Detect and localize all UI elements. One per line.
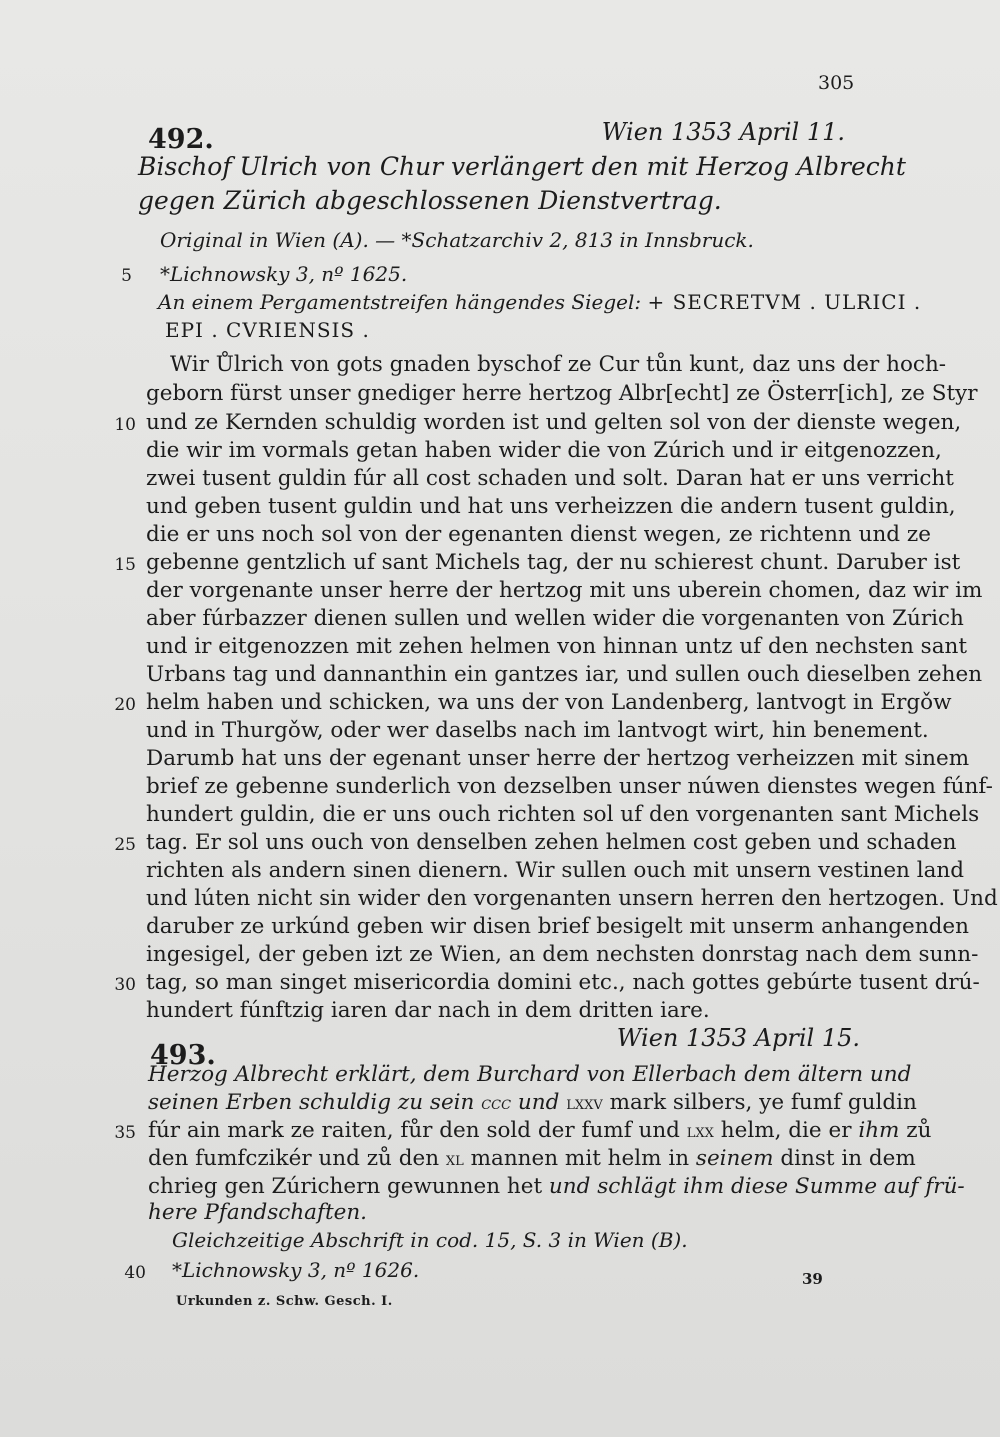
doc-492-source-lichnowsky: *Lichnowsky 3, nº 1625. [160, 262, 408, 286]
summary-fragment: seinen Erben schuldig zu sein [148, 1090, 482, 1115]
roman-numeral: lxxv [566, 1093, 603, 1114]
body-line: tag, so man singet misericordia domini etc., nach gottes gebúrte tusent drú- [146, 970, 980, 995]
doc-493-number: 493. [150, 1040, 216, 1071]
body-line: und lúten nicht sin wider den vorgenanten unsern herren den hertzogen. Und [146, 886, 998, 911]
seal-legend-continued: EPI . CVRIENSIS . [165, 318, 370, 342]
doc-493-summary-line: Herzog Albrecht erklärt, dem Burchard von Ellerbach dem ältern und [148, 1062, 912, 1087]
body-line: gebenne gentzlich uf sant Michels tag, der nu schierest chunt. Daruber ist [146, 550, 961, 575]
body-line: tag. Er sol uns ouch von denselben zehen helmen cost geben und schaden [146, 830, 957, 855]
line-number: 5 [121, 266, 132, 286]
text-fragment: dinst in dem [773, 1146, 916, 1171]
text-fragment: chrieg gen Zúrichern gewunnen het [148, 1174, 549, 1199]
roman-numeral: lxx [686, 1121, 714, 1142]
text-fragment: zů [899, 1118, 932, 1143]
doc-493-text-line [148, 1146, 916, 1171]
body-line: hundert guldin, die er uns ouch richten sol uf den vorgenanten sant Michels [146, 802, 980, 827]
body-line: richten als andern sinen dienern. Wir sullen ouch mit unsern vestinen land [146, 858, 965, 883]
body-line: und in Thurgǒw, oder wer daselbs nach im lantvogt wirt, hin benement. [146, 718, 929, 743]
doc-492-summary-line: Bischof Ulrich von Chur verlängert den mit Herzog Albrecht [138, 152, 906, 181]
body-line: brief ze gebenne sunderlich von dezselben unser núwen dienstes wegen fúnf- [146, 774, 993, 799]
doc-493-text-line [148, 1118, 931, 1143]
doc-492-number: 492. [148, 124, 214, 155]
doc-493-date: Wien 1353 April 15. [616, 1024, 860, 1052]
body-line: der vorgenante unser herre der hertzog mit uns uberein chomen, daz wir im [146, 578, 983, 603]
line-number: 10 [114, 415, 136, 435]
line-number: 35 [114, 1123, 136, 1143]
doc-493-text-line [148, 1174, 965, 1199]
body-line: zwei tusent guldin fúr all cost schaden und solt. Daran hat er uns verricht [146, 466, 954, 491]
seal-intro: An einem Pergamentstreifen hängendes Siegel: [158, 290, 648, 314]
doc-493-source-lichnowsky: *Lichnowsky 3, nº 1626. [172, 1258, 420, 1282]
doc-492-seal-legend-line2 [165, 318, 370, 342]
line-number: 25 [114, 835, 136, 855]
summary-fragment: und [511, 1090, 567, 1115]
line-number: 15 [114, 555, 136, 575]
body-line: und ze Kernden schuldig worden ist und gelten sol von der dienste wegen, [146, 410, 962, 435]
doc-493-summary-line: here Pfandschaften. [148, 1200, 367, 1225]
line-number: 40 [124, 1263, 146, 1283]
text-fragment: den fumfczikér und zů den [148, 1146, 446, 1171]
line-number: 30 [114, 975, 136, 995]
text-fragment: mark silbers, ye fumf guldin [602, 1090, 917, 1115]
body-line: daruber ze urkúnd geben wir disen brief besigelt mit unserm anhangenden [146, 914, 969, 939]
body-line: und ir eitgenozzen mit zehen helmen von hinnan untz uf den nechsten sant [146, 634, 967, 659]
body-line: aber fúrbazzer dienen sullen und wellen wider die vorgenanten von Zúrich [146, 606, 964, 631]
page-number: 305 [818, 72, 855, 94]
body-line: Wir Ůlrich von gots gnaden byschof ze Cur tůn kunt, daz uns der hoch- [170, 352, 947, 377]
body-line: geborn fürst unser gnediger herre hertzog Albr[echt] ze Österr[ich], ze Styr [146, 381, 978, 406]
doc-492-seal-description [158, 290, 921, 314]
body-line: Urbans tag und dannanthin ein gantzes iar, und sullen ouch dieselben zehen [146, 662, 983, 687]
body-line: die er uns noch sol von der egenanten dienst wegen, ze richtenn und ze [146, 522, 931, 547]
signature-number: 39 [802, 1270, 823, 1288]
body-line: die wir im vormals getan haben wider die von Zúrich und ir eitgenozzen, [146, 438, 942, 463]
body-line: hundert fúnftzig iaren dar nach in dem dritten iare. [146, 998, 710, 1023]
roman-numeral: xl [445, 1149, 464, 1170]
doc-493-source-copy: Gleichzeitige Abschrift in cod. 15, S. 3 in Wien (B). [172, 1228, 688, 1252]
line-number: 20 [114, 695, 136, 715]
doc-492-date: Wien 1353 April 11. [601, 118, 845, 146]
roman-numeral: ccc [481, 1093, 512, 1114]
seal-legend: + SECRETVM . ULRICI . [647, 290, 922, 314]
doc-492-source-original: Original in Wien (A). — *Schatzarchiv 2, 813 in Innsbruck. [160, 228, 754, 252]
text-fragment: mannen mit helm in [463, 1146, 696, 1171]
editorial-insertion: ihm [858, 1118, 900, 1143]
text-fragment: helm, die er [713, 1118, 859, 1143]
doc-493-summary-line [148, 1090, 917, 1115]
footer-title: Urkunden z. Schw. Gesch. I. [176, 1294, 393, 1309]
doc-492-summary-line: gegen Zürich abgeschlossenen Dienstvertrag. [138, 186, 722, 215]
body-line: Darumb hat uns der egenant unser herre der hertzog verheizzen mit sinem [146, 746, 970, 771]
body-line: ingesigel, der geben izt ze Wien, an dem nechsten donrstag nach dem sunn- [146, 942, 979, 967]
body-line: helm haben und schicken, wa uns der von Landenberg, lantvogt in Ergǒw [146, 690, 952, 715]
editorial-insertion: seinem [695, 1146, 774, 1171]
text-fragment: fúr ain mark ze raiten, fůr den sold der fumf und [148, 1118, 687, 1143]
body-line: und geben tusent guldin und hat uns verheizzen die andern tusent guldin, [146, 494, 956, 519]
summary-fragment: und schlägt ihm diese Summe auf frü- [548, 1174, 965, 1199]
